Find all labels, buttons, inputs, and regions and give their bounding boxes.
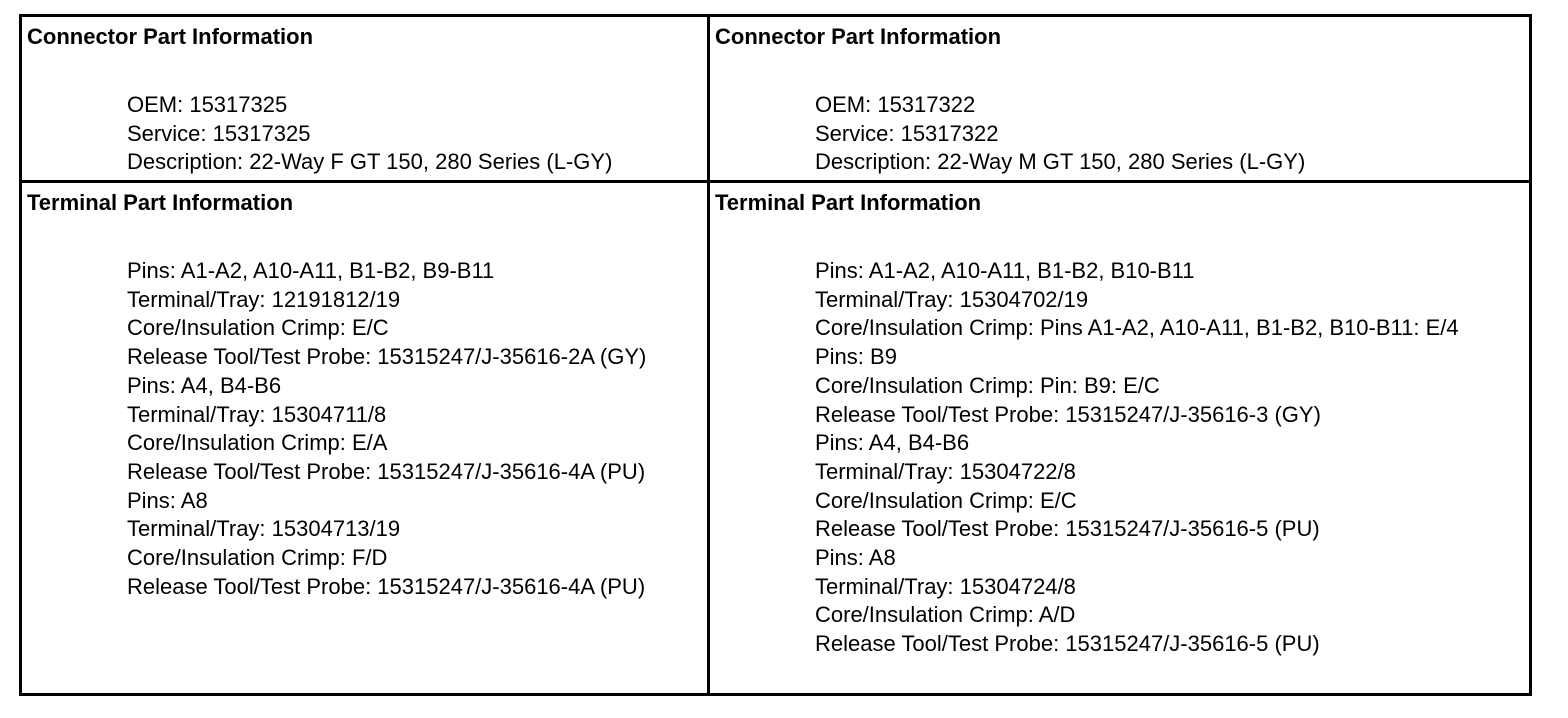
pins-line: Pins: A4, B4-B6 <box>815 430 970 456</box>
crimp-line: Core/Insulation Crimp: A/D <box>815 602 1076 628</box>
crimp-line: Core/Insulation Crimp: Pins A1-A2, A10-A11, B1-B2, B10-B11: E/4 <box>815 315 1459 341</box>
connector-info-heading: Connector Part Information <box>715 24 1002 49</box>
pins-line: Pins: A8 <box>815 545 896 571</box>
pins-line: Pins: A1-A2, A10-A11, B1-B2, B10-B11 <box>815 258 1195 283</box>
service-number: Service: 15317325 <box>127 120 311 146</box>
connector-description: Description: 22-Way M GT 150, 280 Series (L-GY) <box>815 149 1306 175</box>
connector-info-heading: Connector Part Information <box>27 24 314 49</box>
release-tool-line: Release Tool/Test Probe: 15315247/J-35616-2A (GY) <box>127 344 647 370</box>
crimp-line: Core/Insulation Crimp: E/C <box>815 487 1077 513</box>
terminal-tray-line: Terminal/Tray: 15304722/8 <box>815 458 1076 484</box>
connector-info-row <box>21 16 1531 182</box>
terminal-tray-line: Terminal/Tray: 15304702/19 <box>815 286 1089 312</box>
terminal-info-details <box>127 257 707 601</box>
release-tool-line: Release Tool/Test Probe: 15315247/J-35616-3 (GY) <box>815 401 1321 427</box>
release-tool-line: Release Tool/Test Probe: 15315247/J-35616-4A (PU) <box>127 458 646 484</box>
crimp-line: Core/Insulation Crimp: E/C <box>127 315 389 341</box>
connector-info-details <box>127 91 707 177</box>
service-number: Service: 15317322 <box>815 120 999 146</box>
oem-number: OEM: 15317325 <box>127 92 288 117</box>
connector-info-details <box>815 91 1529 177</box>
crimp-line: Core/Insulation Crimp: F/D <box>127 545 388 571</box>
terminal-info-cell-male <box>709 182 1531 695</box>
release-tool-line: Release Tool/Test Probe: 15315247/J-35616-4A (PU) <box>127 573 646 599</box>
connector-info-cell-male <box>709 16 1531 182</box>
terminal-tray-line: Terminal/Tray: 15304724/8 <box>815 573 1076 599</box>
terminal-tray-line: Terminal/Tray: 15304711/8 <box>127 401 387 427</box>
pins-line: Pins: A8 <box>127 487 208 513</box>
connector-description: Description: 22-Way F GT 150, 280 Series (L-GY) <box>127 149 613 175</box>
pins-line: Pins: A4, B4-B6 <box>127 372 282 398</box>
pins-line: Pins: B9 <box>815 344 897 370</box>
release-tool-line: Release Tool/Test Probe: 15315247/J-35616-5 (PU) <box>815 516 1320 542</box>
terminal-tray-line: Terminal/Tray: 12191812/19 <box>127 286 401 312</box>
terminal-info-heading: Terminal Part Information <box>27 190 294 215</box>
terminal-info-details <box>815 257 1529 659</box>
pins-line: Pins: A1-A2, A10-A11, B1-B2, B9-B11 <box>127 258 495 283</box>
terminal-info-heading: Terminal Part Information <box>715 190 982 215</box>
connector-info-cell-female <box>21 16 709 182</box>
terminal-info-row <box>21 182 1531 695</box>
crimp-line: Core/Insulation Crimp: Pin: B9: E/C <box>815 372 1160 398</box>
release-tool-line: Release Tool/Test Probe: 15315247/J-35616-5 (PU) <box>815 631 1320 657</box>
terminal-info-cell-female <box>21 182 709 695</box>
terminal-tray-line: Terminal/Tray: 15304713/19 <box>127 516 401 542</box>
connector-terminal-table <box>19 14 1532 696</box>
crimp-line: Core/Insulation Crimp: E/A <box>127 430 388 456</box>
oem-number: OEM: 15317322 <box>815 92 976 117</box>
